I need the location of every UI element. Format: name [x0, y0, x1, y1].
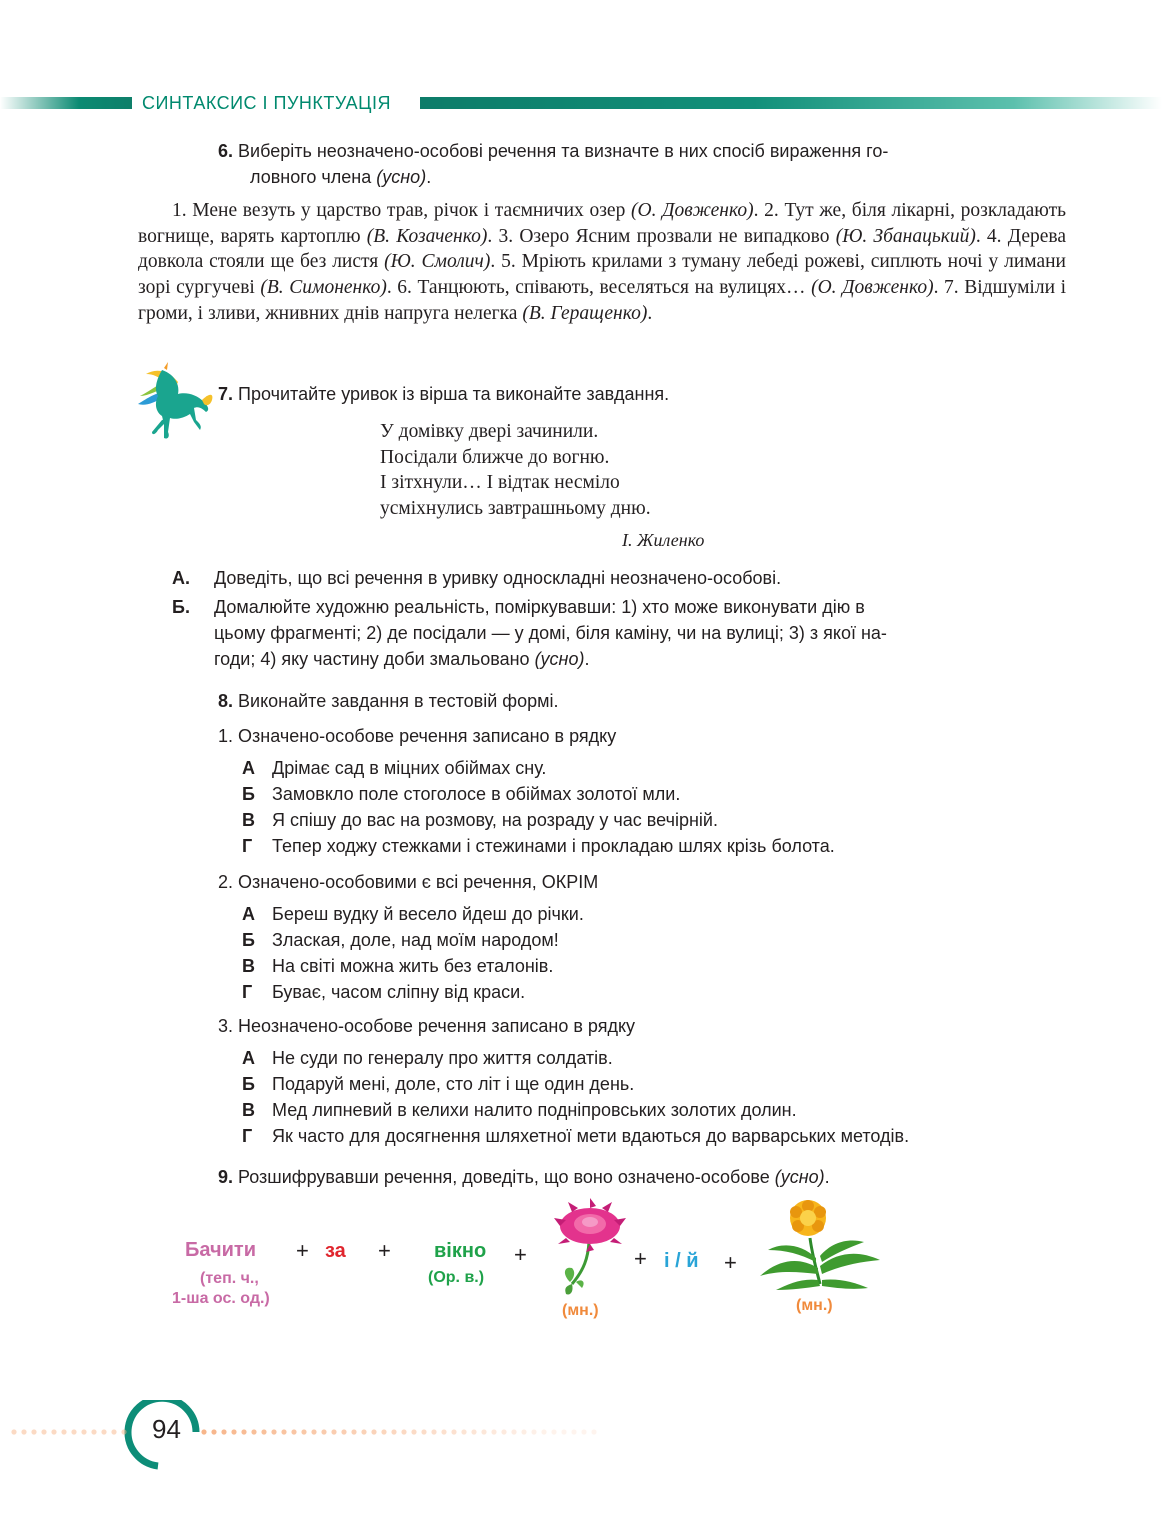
- unicorn-icon: [134, 360, 214, 446]
- option-text: Буває, часом сліпну від краси.: [272, 982, 526, 1002]
- question-text: 2. Означено-особовими є всі речення, ОКРІМ: [218, 872, 599, 892]
- option-letter: В: [242, 1100, 255, 1120]
- plus-sign: +: [296, 1238, 309, 1263]
- answer-option: [242, 927, 598, 953]
- test-question-3: [218, 1013, 909, 1149]
- answer-option: [242, 1071, 909, 1097]
- footer-decoration: [0, 1400, 620, 1470]
- option-letter: А: [242, 1048, 255, 1068]
- option-text: На світі можна жить без еталонів.: [272, 956, 554, 976]
- task-9-oral: (усно): [774, 1167, 825, 1187]
- rebus-word-za: за: [325, 1240, 346, 1262]
- part-b-line: цьому фрагменті; 2) де посідали — у домі, біля каміну, чи на вулиці; 3) з якої на-: [214, 623, 887, 643]
- sentence-text: .: [647, 302, 653, 324]
- option-text: Подаруй мені, доле, сто літ і ще один день.: [272, 1074, 635, 1094]
- task-9-text: Розшифрувавши речення, доведіть, що воно означено-особове: [238, 1167, 770, 1187]
- task-9-instruction: [218, 1164, 830, 1190]
- task-6-period: .: [426, 167, 432, 187]
- option-text: Замовкло поле стоголосе в обіймах золотої мли.: [272, 784, 681, 804]
- rebus-word-i-y: і / й: [664, 1250, 699, 1272]
- quote-author: (В. Геращенко): [522, 302, 648, 324]
- quote-author: (Ю. Смолич): [384, 251, 491, 273]
- poem: [380, 419, 651, 522]
- task-6-instruction: [218, 138, 1018, 190]
- page-number: 94: [152, 1414, 181, 1444]
- option-text: Я спішу до вас на розмову, на розраду у час вечірній.: [272, 810, 718, 830]
- sentence-text: . 6. Танцюють, співають, веселяться на вулицях…: [386, 277, 812, 299]
- task-8-text: Виконайте завдання в тестовій формі.: [238, 691, 559, 711]
- sentence-text: . 7. Відшуміли і громи, і зливи, жнивних днів напруга нелегка: [138, 277, 1067, 324]
- part-b-oral: (усно): [534, 649, 585, 669]
- sentence-text: . 3. Озеро Ясним прозвали не випадково: [487, 225, 836, 247]
- task-9-number: 9.: [218, 1167, 234, 1187]
- option-letter: В: [242, 810, 255, 830]
- task-7-number: 7.: [218, 384, 234, 404]
- task-7-instruction: [218, 381, 669, 407]
- answer-option: [242, 833, 835, 859]
- poem-line: І зітхнули… І відтак несміло: [380, 472, 620, 494]
- option-letter: Б: [242, 930, 255, 950]
- task-6-line1: Виберіть неозначено-особові речення та визначте в них спосіб вираження го-: [238, 141, 889, 161]
- plus-sign: +: [724, 1250, 737, 1275]
- task-8-number: 8.: [218, 691, 234, 711]
- poem-line: усміхнулись завтрашньому дню.: [380, 498, 651, 520]
- marigold-flower-icon: [758, 1198, 882, 1290]
- plus-sign: +: [378, 1238, 391, 1263]
- plus-sign: +: [634, 1246, 647, 1271]
- option-letter: Г: [242, 836, 253, 856]
- option-letter: Г: [242, 982, 253, 1002]
- task-6-oral: (усно): [376, 167, 427, 187]
- part-b-label: Б.: [172, 597, 190, 617]
- task-6-number: 6.: [218, 141, 234, 161]
- answer-option: [242, 901, 598, 927]
- poem-line: У домівку двері зачинили.: [380, 421, 599, 442]
- poem-line: Посідали ближче до вогню.: [380, 446, 610, 468]
- rebus-note-person: 1-ша ос. од.): [172, 1290, 270, 1307]
- option-text: Мед липневий в келихи налито подніпровських золотих долин.: [272, 1100, 797, 1120]
- task-7-part-a: [172, 565, 781, 591]
- rebus-word-vikno: вікно: [434, 1240, 487, 1262]
- test-question-2: [218, 869, 598, 1005]
- option-text: Береш вудку й весело йдеш до річки.: [272, 904, 584, 924]
- part-b-line: Домалюйте художню реальність, поміркувавши: 1) хто може виконувати дію в: [214, 597, 865, 617]
- task-8-instruction: [218, 688, 559, 714]
- option-text: Дрімає сад в міцних обіймах сну.: [272, 758, 547, 778]
- poem-author: І. Жиленко: [622, 530, 705, 550]
- quote-author: (О. Довженко): [631, 200, 754, 221]
- answer-option: [242, 1097, 909, 1123]
- quote-author: (В. Козаченко): [366, 225, 488, 247]
- option-letter: Б: [242, 1074, 255, 1094]
- rebus-note-case: (Ор. в.): [428, 1269, 485, 1286]
- rebus-note-plural-1: (мн.): [562, 1302, 599, 1319]
- option-letter: Г: [242, 1126, 253, 1146]
- sentence-text: . 5. Мріють крилами з туману лебеді рожеві, сиплють ночі у лимани зорі сургучеві: [138, 251, 1066, 299]
- rebus-note-tense: (теп. ч.,: [200, 1270, 259, 1287]
- option-text: Злаская, доле, над моїм народом!: [272, 930, 559, 950]
- task-7-part-b: [172, 594, 887, 672]
- rebus-note-plural-2: (мн.): [796, 1297, 833, 1314]
- task-9-period: .: [824, 1167, 830, 1187]
- answer-option: [242, 1045, 909, 1071]
- test-question-1: [218, 723, 835, 859]
- option-text: Тепер ходжу стежками і стежинами і прокладаю шлях крізь болота.: [272, 836, 835, 856]
- answer-option: [242, 781, 835, 807]
- answer-option: [242, 807, 835, 833]
- part-a-text: Доведіть, що всі речення в уривку односкладні неозначено-особові.: [214, 568, 782, 588]
- part-a-label: А.: [172, 568, 190, 588]
- option-text: Не суди по генералу про життя солдатів.: [272, 1048, 613, 1068]
- plus-sign: +: [514, 1242, 527, 1267]
- section-title: СИНТАКСИС І ПУНКТУАЦІЯ: [142, 93, 391, 113]
- option-letter: Б: [242, 784, 255, 804]
- header-bar-right: [420, 97, 1162, 109]
- task-6-line2: ловного члена: [250, 167, 372, 187]
- sentence-text: . 2. Тут же, біля лікарні, розкладають вогнище, варять картоплю: [138, 200, 1066, 247]
- answer-option: [242, 755, 835, 781]
- option-letter: А: [242, 758, 255, 778]
- option-letter: В: [242, 956, 255, 976]
- answer-option: [242, 1123, 909, 1149]
- option-text: Як часто для досягнення шляхетної мети вдаються до варварських методів.: [272, 1126, 910, 1146]
- answer-option: [242, 953, 598, 979]
- aster-flower-icon: [552, 1198, 628, 1300]
- rebus-word-bachyty: Бачити: [185, 1239, 256, 1261]
- part-b-period: .: [584, 649, 590, 669]
- header-bar-left: [0, 97, 132, 109]
- question-text: 3. Неозначено-особове речення записано в рядку: [218, 1016, 636, 1036]
- question-text: 1. Означено-особове речення записано в рядку: [218, 726, 617, 746]
- sentence-text: 1. Мене везуть у царство трав, річок і таємничих озер: [172, 200, 631, 221]
- answer-option: [242, 979, 598, 1005]
- quote-author: (В. Симоненко): [260, 277, 387, 299]
- sentence-text: . 4. Дерева довкола стояли ще без листя: [138, 225, 1066, 273]
- part-b-line: годи; 4) яку частину доби змальовано: [214, 649, 530, 669]
- task-6-sentences: [138, 198, 1066, 327]
- option-letter: А: [242, 904, 255, 924]
- quote-author: (О. Довженко): [811, 277, 934, 299]
- task-7-text: Прочитайте уривок із вірша та виконайте завдання.: [238, 384, 670, 404]
- quote-author: (Ю. Збанацький): [835, 225, 976, 247]
